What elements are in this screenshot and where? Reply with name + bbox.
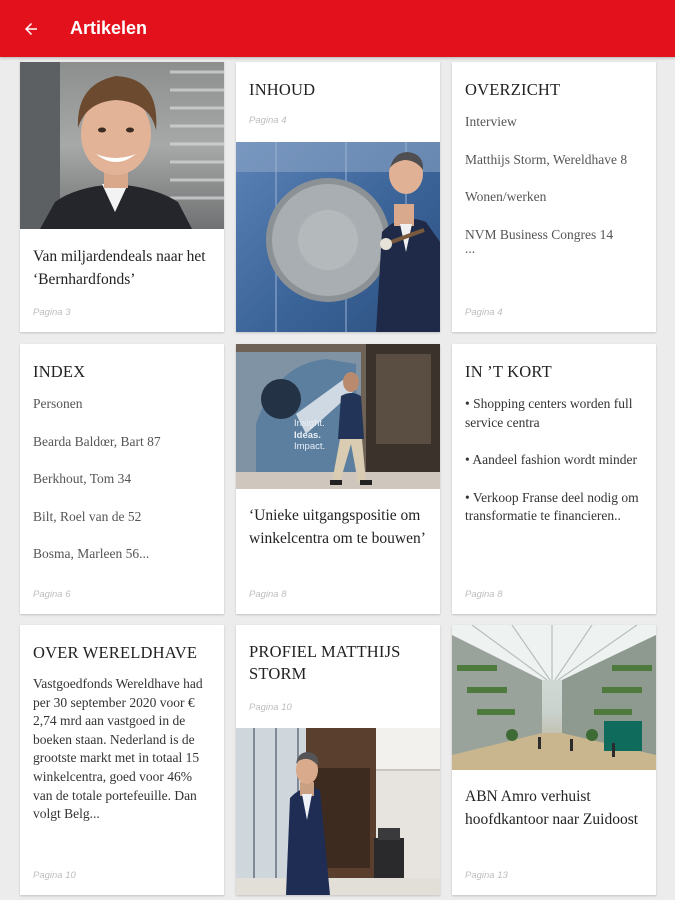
article-card-over-wereldhave[interactable] bbox=[20, 625, 224, 895]
card-headline: Van miljardendeals naar het ‘Bernhardfonds’ bbox=[33, 248, 206, 288]
page-number: Pagina 8 bbox=[249, 589, 287, 600]
page-number: Pagina 8 bbox=[465, 589, 503, 600]
toc-item: Interview bbox=[465, 114, 517, 129]
index-list bbox=[33, 395, 212, 583]
page-number: Pagina 6 bbox=[33, 589, 71, 600]
gong-photo bbox=[236, 142, 440, 332]
article-card-profiel-matthijs-storm[interactable] bbox=[236, 625, 440, 895]
card-title: INHOUD bbox=[249, 80, 316, 99]
card-title: OVERZICHT bbox=[465, 80, 561, 99]
page-number: Pagina 4 bbox=[465, 307, 503, 318]
page-title: Artikelen bbox=[70, 18, 148, 38]
bullet-item: • Aandeel fashion wordt minder bbox=[465, 452, 637, 467]
bullet-item: • Shopping centers worden full service centra bbox=[465, 396, 633, 430]
atrium-photo bbox=[452, 625, 656, 770]
bullet-list bbox=[465, 395, 648, 545]
portrait-photo bbox=[20, 62, 224, 229]
card-headline: ABN Amro verhuist hoofdkantoor naar Zuidoost bbox=[465, 788, 639, 828]
page-number: Pagina 10 bbox=[249, 702, 292, 713]
page-number: Pagina 10 bbox=[33, 870, 76, 881]
page-number: Pagina 13 bbox=[465, 870, 508, 881]
card-headline: ‘Unieke uitgangspositie om winkelcentra om te bouwen’ bbox=[249, 507, 426, 547]
card-body: Vastgoedfonds Wereldhave had per 30 september 2020 voor € 2,74 mrd aan vastgoed in de boeken staan. Nederland is de grootste markt met in totaal 15 winkelcentra, goed voor 46% van de totale portefeuille. Dan volgt Belg... bbox=[33, 676, 203, 822]
card-title: OVER WERELDHAVE bbox=[33, 643, 198, 662]
article-card-abn-amro[interactable] bbox=[452, 625, 656, 895]
office-walk-photo bbox=[236, 344, 440, 489]
app-bar bbox=[0, 0, 675, 57]
card-title: INDEX bbox=[33, 362, 86, 381]
article-card-in-t-kort[interactable] bbox=[452, 344, 656, 614]
toc-item: Matthijs Storm, Wereldhave 8 bbox=[465, 151, 628, 167]
bullet-item: • Verkoop Franse deel nodig om transformatie te financieren.. bbox=[465, 489, 639, 523]
index-item: Bearda Baldœr, Bart 87 bbox=[33, 433, 161, 449]
index-item: Bosma, Marleen 56... bbox=[33, 546, 150, 561]
article-card-index[interactable] bbox=[20, 344, 224, 614]
coffee-machine-photo bbox=[236, 728, 440, 895]
toc-item: NVM Business Congres 14 bbox=[465, 226, 614, 242]
card-title: IN ’T KORT bbox=[465, 362, 552, 381]
index-item: Bilt, Roel van de 52 bbox=[33, 508, 142, 524]
article-card-overzicht[interactable] bbox=[452, 62, 656, 332]
article-card-unieke-uitgangspositie[interactable] bbox=[236, 344, 440, 614]
page-number: Pagina 3 bbox=[33, 307, 71, 318]
page-number: Pagina 4 bbox=[249, 115, 287, 126]
index-item: Berkhout, Tom 34 bbox=[33, 471, 132, 486]
toc-item: Wonen/werken bbox=[465, 189, 547, 204]
article-card-bernhardfonds[interactable] bbox=[20, 62, 224, 332]
wall-text: Insight. Ideas. Impact. bbox=[294, 418, 326, 452]
card-title: PROFIEL MATTHIJS STORM bbox=[249, 642, 401, 683]
back-button[interactable] bbox=[0, 0, 64, 57]
toc-list bbox=[465, 113, 644, 278]
index-item: Personen bbox=[33, 396, 83, 411]
toc-more: ... bbox=[465, 241, 476, 256]
arrow-left-icon bbox=[22, 20, 40, 38]
article-card-inhoud[interactable] bbox=[236, 62, 440, 332]
